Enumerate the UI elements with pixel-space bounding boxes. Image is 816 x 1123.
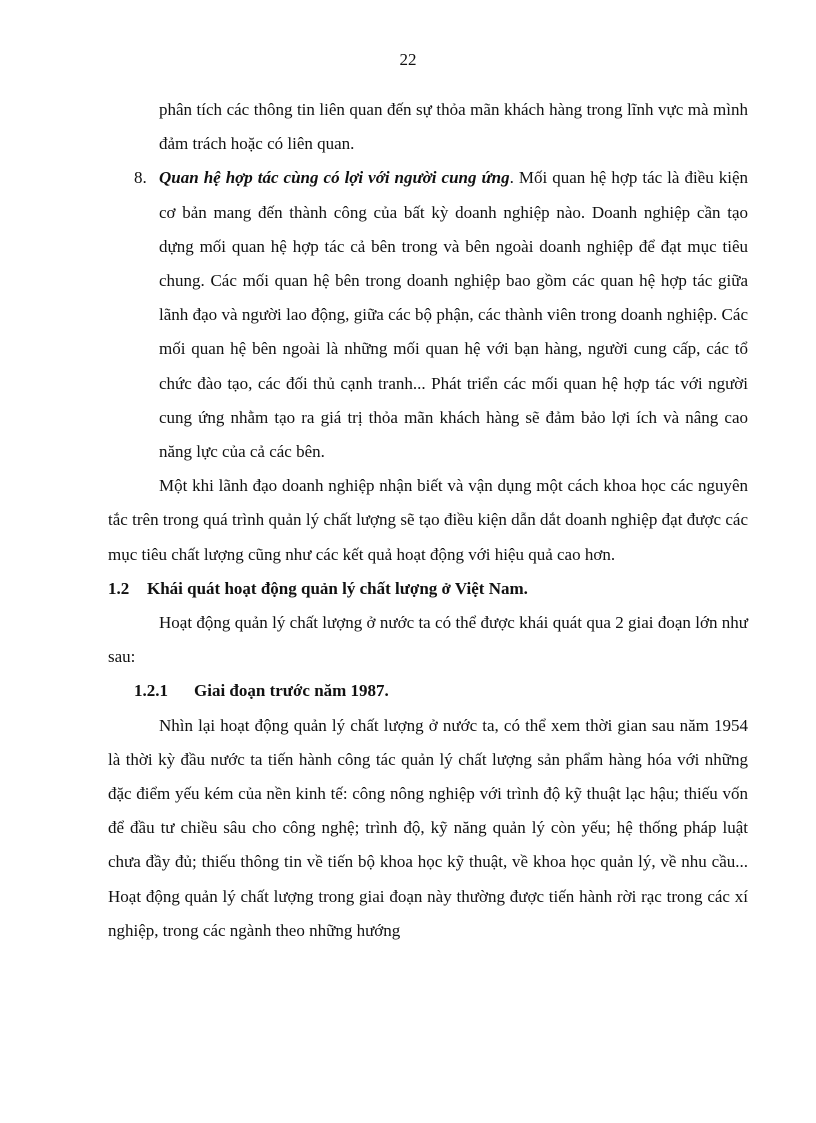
list-item-lead: Quan hệ hợp tác cùng có lợi với người cung ứng bbox=[159, 168, 510, 188]
page-number: 22 bbox=[399, 50, 417, 69]
list-item-text: . Mối quan hệ hợp tác là điều kiện cơ bản mang đến thành công của bất kỳ doanh nghiệp nào. Doanh nghiệp cần tạo dựng mối quan hệ hợp tác cả bên trong và bên ngoài doanh nghiệp để đạt mục tiêu chung. Các mối quan hệ bên trong doanh nghiệp bao gồm các quan hệ hợp tác giữa lãnh đạo và người lao động, giữa các bộ phận, các thành viên trong doanh nghiệp. Các mối quan hệ bên ngoài là những mối quan hệ với bạn hàng, người cung cấp, các tổ chức đào tạo, các đối thủ cạnh tranh... Phát triển các mối quan hệ hợp tác với người cung ứng nhằm tạo ra giá trị thỏa mãn khách hàng sẽ đảm bảo lợi ích và nâng cao năng lực của cả các bên. bbox=[159, 168, 749, 462]
section-heading-1-2 bbox=[108, 572, 748, 606]
section-intro-paragraph: Hoạt động quản lý chất lượng ở nước ta có thể được khái quát qua 2 giai đoạn lớn như sau: bbox=[108, 613, 748, 667]
section-number: 1.2 bbox=[108, 578, 130, 598]
subsection-number: 1.2.1 bbox=[134, 681, 168, 701]
continuation-paragraph: phân tích các thông tin liên quan đến sự thỏa mãn khách hàng trong lĩnh vực mà mình đảm trách hoặc có liên quan. bbox=[159, 100, 748, 154]
subsection-title: Giai đoạn trước năm 1987. bbox=[194, 681, 389, 701]
page-body bbox=[108, 93, 748, 948]
list-item-number: 8. bbox=[134, 168, 147, 188]
list-item-8 bbox=[108, 161, 748, 469]
section-title: Khái quát hoạt động quản lý chất lượng ở Việt Nam. bbox=[147, 578, 528, 598]
summary-paragraph: Một khi lãnh đạo doanh nghiệp nhận biết và vận dụng một cách khoa học các nguyên tắc trên trong quá trình quản lý chất lượng sẽ tạo điều kiện dẫn dắt doanh nghiệp đạt được các mục tiêu chất lượng cũng như các kết quả hoạt động với hiệu quả cao hơn. bbox=[108, 476, 748, 564]
subsection-heading-1-2-1 bbox=[108, 674, 748, 708]
subsection-paragraph: Nhìn lại hoạt động quản lý chất lượng ở nước ta, có thể xem thời gian sau năm 1954 là thời kỳ đầu nước ta tiến hành công tác quản lý chất lượng sản phẩm hàng hóa với những đặc điểm yếu kém của nền kinh tế: công nông nghiệp với trình độ kỹ thuật lạc hậu; thiếu vốn để đầu tư chiều sâu cho công nghệ; trình độ, kỹ năng quản lý còn yếu; hệ thống pháp luật chưa đầy đủ; thiếu thông tin về tiến bộ khoa học kỹ thuật, về khoa học quản lý, về nhu cầu... Hoạt động quản lý chất lượng trong giai đoạn này thường được tiến hành rời rạc trong các xí nghiệp, trong các ngành theo những hướng bbox=[108, 715, 748, 940]
